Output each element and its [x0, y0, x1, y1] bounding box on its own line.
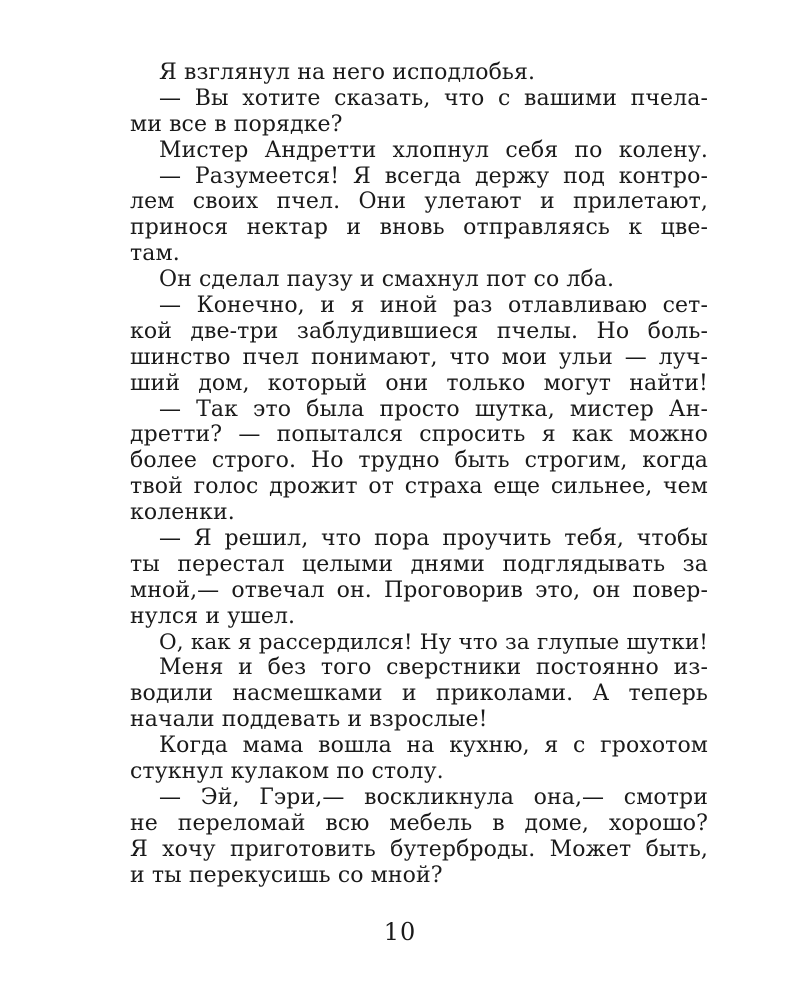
- text-line: Когда мама вошла на кухню, я с грохотом: [159, 733, 708, 759]
- text-line: — Я решил, что пора проучить тебя, чтобы: [159, 526, 708, 552]
- text-line: принося нектар и вновь отправляясь к цве-: [130, 215, 708, 241]
- text-line: — Разумеется! Я всегда держу под контро-: [159, 163, 708, 189]
- text-line: более строго. Но трудно быть строгим, когда: [130, 448, 708, 474]
- text-line: ми все в порядке?: [130, 111, 343, 137]
- text-line: — Эй, Гэри,— воскликнула она,— смотри: [159, 784, 708, 810]
- text-line: Мистер Андретти хлопнул себя по колену.: [159, 137, 708, 163]
- text-line: водили насмешками и приколами. А теперь: [130, 681, 708, 707]
- text-line: дретти? — попытался спросить я как можно: [130, 422, 708, 448]
- text-line: лем своих пчел. Они улетают и прилетают,: [130, 189, 708, 215]
- text-line: нулся и ушел.: [130, 603, 296, 629]
- text-line: ший дом, который они только могут найти!: [130, 370, 708, 396]
- text-line: мной,— отвечал он. Проговорив это, он повер-: [130, 577, 708, 603]
- text-line: Меня и без того сверстники постоянно из-: [159, 655, 708, 681]
- text-line: ты перестал целыми днями подглядывать за: [130, 551, 708, 577]
- text-line: О, как я рассердился! Ну что за глупые шутки!: [159, 629, 708, 655]
- text-line: Я взглянул на него исподлобья.: [159, 60, 536, 85]
- text-line: — Так это была просто шутка, мистер Ан-: [159, 396, 708, 422]
- text-line: шинство пчел понимают, что мои ульи — луч-: [130, 344, 708, 370]
- page-number: 10: [383, 918, 417, 946]
- text-line: — Вы хотите сказать, что с вашими пчела-: [159, 85, 708, 111]
- text-line: там.: [130, 241, 180, 267]
- text-line: и ты перекусишь со мной?: [130, 862, 443, 888]
- text-line: Он сделал паузу и смахнул пот со лба.: [159, 267, 615, 293]
- text-line: Я хочу приготовить бутерброды. Может быть,: [130, 836, 708, 862]
- text-line: — Конечно, и я иной раз отлавливаю сет-: [159, 293, 708, 319]
- text-line: не переломай всю мебель в доме, хорошо?: [130, 810, 708, 836]
- text-line: стукнул кулаком по столу.: [130, 759, 444, 785]
- text-line: коленки.: [130, 500, 235, 526]
- text-line: твой голос дрожит от страха еще сильнее, чем: [130, 474, 708, 500]
- text-line: кой две-три заблудившиеся пчелы. Но боль-: [130, 318, 708, 344]
- text-line: начали поддевать и взрослые!: [130, 707, 488, 733]
- body-text: [130, 60, 708, 889]
